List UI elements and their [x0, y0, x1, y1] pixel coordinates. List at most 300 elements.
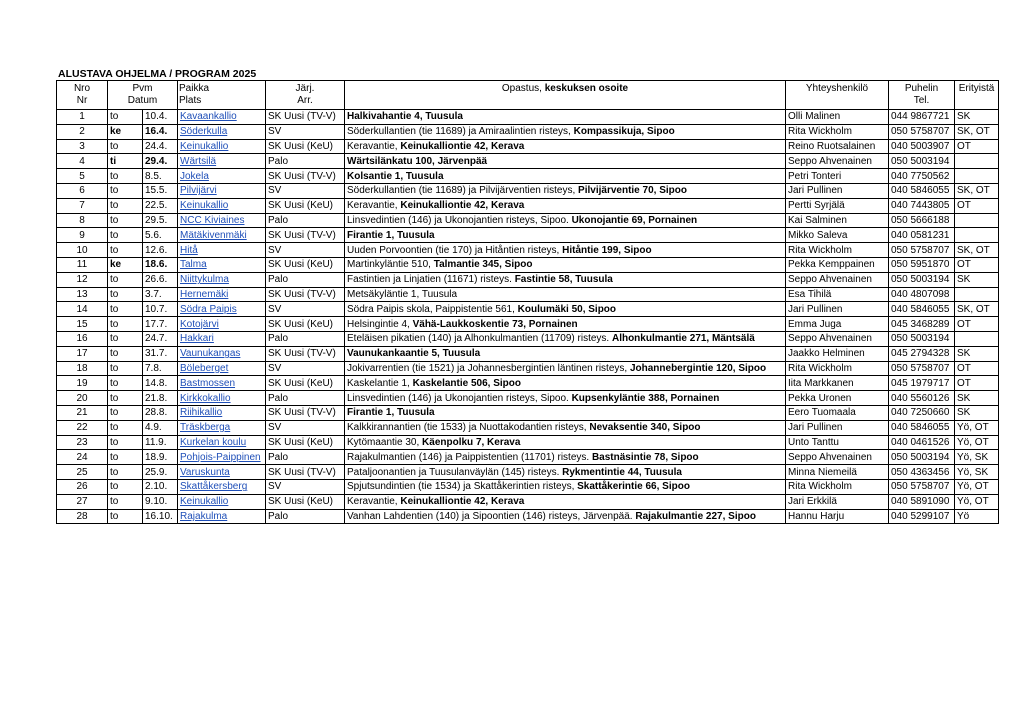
row-phone: 050 5758707 — [889, 124, 955, 139]
row-address — [345, 346, 786, 361]
row-date: 8.5. — [143, 169, 178, 184]
row-weekday: to — [108, 450, 143, 465]
table-row — [57, 420, 999, 435]
row-phone: 040 7443805 — [889, 198, 955, 213]
row-address-directions: Keravantie, — [347, 140, 401, 152]
row-special: Yö, OT — [955, 494, 999, 509]
row-contact: Rita Wickholm — [786, 479, 889, 494]
row-number: 28 — [57, 509, 108, 524]
row-phone: 040 0461526 — [889, 435, 955, 450]
col-header-paikka: Paikka Plats — [178, 81, 266, 110]
row-date: 9.10. — [143, 494, 178, 509]
row-address-directions: Linsvedintien (146) ja Ukonojantien risteys, Sipoo. — [347, 392, 572, 404]
row-address-street: Alhonkulmantie 271, Mäntsälä — [611, 333, 755, 345]
row-address — [345, 110, 786, 125]
table-row — [57, 450, 999, 465]
row-number: 26 — [57, 479, 108, 494]
row-address — [345, 183, 786, 198]
row-contact: Olli Malinen — [786, 110, 889, 125]
row-weekday: to — [108, 405, 143, 420]
row-address-directions: Keravantie, — [347, 200, 401, 212]
row-organizer: Palo — [266, 331, 345, 346]
row-address-street: Skattåkerintie 66, Sipoo — [577, 481, 690, 493]
row-phone: 050 5003194 — [889, 154, 955, 169]
row-number: 12 — [57, 272, 108, 287]
row-phone: 050 5758707 — [889, 361, 955, 376]
row-number: 3 — [57, 139, 108, 154]
row-address-street: Kolsantie 1, Tuusula — [347, 170, 444, 182]
row-address — [345, 420, 786, 435]
row-organizer: Palo — [266, 213, 345, 228]
row-organizer: Palo — [266, 450, 345, 465]
row-phone: 050 5003194 — [889, 331, 955, 346]
row-contact: Hannu Harju — [786, 509, 889, 524]
row-place-link[interactable]: Pilvijärvi — [178, 183, 266, 198]
row-weekday: to — [108, 391, 143, 406]
row-date: 2.10. — [143, 479, 178, 494]
row-number: 23 — [57, 435, 108, 450]
row-address-street: Halkivahantie 4, Tuusula — [347, 111, 463, 123]
row-date: 28.8. — [143, 405, 178, 420]
row-special: SK — [955, 110, 999, 125]
table-row — [57, 272, 999, 287]
table-row — [57, 243, 999, 258]
row-address-street: Pilvijärventie 70, Sipoo — [578, 185, 687, 197]
row-phone: 045 3468289 — [889, 317, 955, 332]
row-special: Yö, OT — [955, 479, 999, 494]
row-date: 11.9. — [143, 435, 178, 450]
row-address-directions: Kytömaantie 30, — [347, 436, 423, 448]
row-address — [345, 376, 786, 391]
row-place-link[interactable]: Träskberga — [178, 420, 266, 435]
table-row — [57, 494, 999, 509]
row-number: 10 — [57, 243, 108, 258]
row-contact: Iita Markkanen — [786, 376, 889, 391]
row-special — [955, 169, 999, 184]
row-address-directions: Vanhan Lahdentien (140) ja Sipoontien (146) risteys, Järvenpää. — [347, 510, 636, 522]
row-address-directions: Metsäkyläntie 1, Tuusula — [347, 288, 458, 300]
row-date: 26.6. — [143, 272, 178, 287]
row-date: 10.7. — [143, 302, 178, 317]
row-contact: Kai Salminen — [786, 213, 889, 228]
row-address-street: Keinukalliontie 42, Kerava — [400, 140, 525, 152]
row-address-street: Fastintie 58, Tuusula — [514, 274, 613, 286]
row-weekday: ti — [108, 154, 143, 169]
table-body — [57, 110, 999, 524]
row-address-directions: Kalkkirannantien (tie 1533) ja Nuottakodantien risteys, — [347, 422, 590, 434]
row-address — [345, 391, 786, 406]
row-contact: Seppo Ahvenainen — [786, 450, 889, 465]
row-phone: 050 5758707 — [889, 479, 955, 494]
row-phone: 040 5891090 — [889, 494, 955, 509]
row-phone: 045 1979717 — [889, 376, 955, 391]
row-address-street: Nevaksentie 340, Sipoo — [589, 422, 701, 434]
row-address — [345, 361, 786, 376]
row-phone: 040 4807098 — [889, 287, 955, 302]
row-date: 4.9. — [143, 420, 178, 435]
row-number: 4 — [57, 154, 108, 169]
row-weekday: to — [108, 243, 143, 258]
row-weekday: to — [108, 169, 143, 184]
table-row — [57, 331, 999, 346]
row-organizer: SK Uusi (TV-V) — [266, 346, 345, 361]
table-row — [57, 435, 999, 450]
col-header-yhteys: Yhteyshenkilö — [786, 81, 889, 110]
row-contact: Eero Tuomaala — [786, 405, 889, 420]
row-place-link[interactable]: Wärtsilä — [178, 154, 266, 169]
row-special: SK — [955, 272, 999, 287]
row-number: 14 — [57, 302, 108, 317]
row-organizer: Palo — [266, 509, 345, 524]
row-date: 21.8. — [143, 391, 178, 406]
table-row — [57, 391, 999, 406]
table-row — [57, 169, 999, 184]
col-header-pvm: Pvm Datum — [108, 81, 178, 110]
row-address-street: Firantie 1, Tuusula — [347, 229, 435, 241]
row-phone: 040 5560126 — [889, 391, 955, 406]
row-address-directions: Kaskelantie 1, — [347, 377, 413, 389]
row-special — [955, 287, 999, 302]
row-address-directions: Södra Paipis skola, Paippistentie 561, — [347, 303, 518, 315]
row-weekday: to — [108, 183, 143, 198]
row-weekday: to — [108, 331, 143, 346]
row-number: 11 — [57, 257, 108, 272]
row-special: Yö — [955, 509, 999, 524]
row-special: SK — [955, 405, 999, 420]
row-number: 19 — [57, 376, 108, 391]
row-address — [345, 228, 786, 243]
row-date: 29.5. — [143, 213, 178, 228]
row-phone: 040 0581231 — [889, 228, 955, 243]
row-weekday: to — [108, 420, 143, 435]
row-contact: Jari Pullinen — [786, 183, 889, 198]
row-phone: 045 2794328 — [889, 346, 955, 361]
row-number: 2 — [57, 124, 108, 139]
table-row — [57, 361, 999, 376]
row-address — [345, 450, 786, 465]
row-place-link[interactable]: Kotojärvi — [178, 317, 266, 332]
row-organizer: SV — [266, 302, 345, 317]
row-address-directions: Linsvedintien (146) ja Ukonojantien risteys, Sipoo. — [347, 214, 572, 226]
row-address-street: Vaunukankaantie 5, Tuusula — [347, 348, 481, 360]
row-number: 7 — [57, 198, 108, 213]
row-address-street: Kupsenkyläntie 388, Pornainen — [571, 392, 720, 404]
row-contact: Jari Pullinen — [786, 302, 889, 317]
row-address-street: Firantie 1, Tuusula — [347, 407, 435, 419]
row-place-link[interactable]: Bastmossen — [178, 376, 266, 391]
row-contact: Rita Wickholm — [786, 124, 889, 139]
row-address-street: Kompassikuja, Sipoo — [573, 126, 675, 138]
row-address — [345, 317, 786, 332]
row-place-link[interactable]: Keinukallio — [178, 139, 266, 154]
row-address-street: Talmantie 345, Sipoo — [433, 259, 533, 271]
row-phone: 040 5846055 — [889, 420, 955, 435]
row-phone: 050 5758707 — [889, 243, 955, 258]
row-place-link[interactable]: Keinukallio — [178, 494, 266, 509]
row-place-link[interactable]: Pohjois-Paippinen — [178, 450, 266, 465]
row-place-link[interactable]: Södra Paipis — [178, 302, 266, 317]
row-weekday: to — [108, 361, 143, 376]
row-weekday: ke — [108, 257, 143, 272]
row-special: Yö, OT — [955, 420, 999, 435]
col-header-puhelin: Puhelin Tel. — [889, 81, 955, 110]
row-weekday: to — [108, 479, 143, 494]
row-organizer: SK Uusi (KeU) — [266, 198, 345, 213]
row-phone: 040 7250660 — [889, 405, 955, 420]
row-phone: 050 5666188 — [889, 213, 955, 228]
row-address-directions: Spjutsundintien (tie 1534) ja Skattåkerintien risteys, — [347, 481, 578, 493]
row-contact: Esa Tihilä — [786, 287, 889, 302]
row-weekday: to — [108, 139, 143, 154]
row-special: Yö, SK — [955, 450, 999, 465]
row-address-street: Rykmentintie 44, Tuusula — [562, 466, 682, 478]
row-contact: Unto Tanttu — [786, 435, 889, 450]
row-address-directions: Söderkullantien (tie 11689) ja Pilvijärventien risteys, — [347, 185, 579, 197]
row-contact: Rita Wickholm — [786, 243, 889, 258]
row-address — [345, 479, 786, 494]
row-number: 22 — [57, 420, 108, 435]
row-organizer: SK Uusi (TV-V) — [266, 110, 345, 125]
row-weekday: to — [108, 509, 143, 524]
row-address-street: Rajakulmantie 227, Sipoo — [635, 510, 756, 522]
table-row — [57, 139, 999, 154]
row-address — [345, 509, 786, 524]
table-row — [57, 287, 999, 302]
row-contact: Seppo Ahvenainen — [786, 154, 889, 169]
row-number: 18 — [57, 361, 108, 376]
row-number: 6 — [57, 183, 108, 198]
row-place-link[interactable]: Kirkkokallio — [178, 391, 266, 406]
row-special: SK, OT — [955, 183, 999, 198]
row-weekday: ke — [108, 124, 143, 139]
row-address — [345, 154, 786, 169]
row-organizer: SK Uusi (TV-V) — [266, 405, 345, 420]
row-place-link[interactable]: Kavaankallio — [178, 110, 266, 125]
row-address-directions: Eteläisen pikatien (140) ja Alhonkulmantien (11709) risteys. — [347, 333, 612, 345]
row-place-link[interactable]: Skattåkersberg — [178, 479, 266, 494]
table-row — [57, 198, 999, 213]
row-weekday: to — [108, 287, 143, 302]
row-phone: 050 4363456 — [889, 465, 955, 480]
row-number: 8 — [57, 213, 108, 228]
row-organizer: SV — [266, 420, 345, 435]
row-address-directions: Uuden Porvoontien (tie 170) ja Hitåntien risteys, — [347, 244, 563, 256]
row-date: 29.4. — [143, 154, 178, 169]
row-address-directions: Jokivarrentien (tie 1521) ja Johannesbergintien läntinen risteys, — [347, 362, 630, 374]
row-special — [955, 213, 999, 228]
row-special: OT — [955, 361, 999, 376]
table-row — [57, 110, 999, 125]
row-address — [345, 139, 786, 154]
row-address — [345, 302, 786, 317]
row-place-link[interactable]: Jokela — [178, 169, 266, 184]
row-weekday: to — [108, 465, 143, 480]
row-address — [345, 257, 786, 272]
row-special: SK, OT — [955, 302, 999, 317]
row-weekday: to — [108, 494, 143, 509]
row-special: OT — [955, 376, 999, 391]
row-weekday: to — [108, 346, 143, 361]
row-address — [345, 405, 786, 420]
row-weekday: to — [108, 198, 143, 213]
row-place-link[interactable]: Talma — [178, 257, 266, 272]
row-address-street: Kaskelantie 506, Sipoo — [412, 377, 521, 389]
row-date: 22.5. — [143, 198, 178, 213]
row-address — [345, 169, 786, 184]
row-organizer: SV — [266, 243, 345, 258]
row-contact: Reino Ruotsalainen — [786, 139, 889, 154]
row-phone: 040 5846055 — [889, 183, 955, 198]
row-organizer: SK Uusi (TV-V) — [266, 287, 345, 302]
row-special: SK, OT — [955, 243, 999, 258]
row-address-street: Vähä-Laukkoskentie 73, Pornainen — [412, 318, 578, 330]
row-special: Yö, OT — [955, 435, 999, 450]
row-weekday: to — [108, 228, 143, 243]
row-number: 16 — [57, 331, 108, 346]
row-address-street: Keinukalliontie 42, Kerava — [400, 496, 525, 508]
row-date: 5.6. — [143, 228, 178, 243]
row-place-link[interactable]: Niittykulma — [178, 272, 266, 287]
table-row — [57, 509, 999, 524]
row-organizer: SV — [266, 124, 345, 139]
row-date: 3.7. — [143, 287, 178, 302]
row-special: OT — [955, 257, 999, 272]
row-contact: Pekka Kemppainen — [786, 257, 889, 272]
row-organizer: Palo — [266, 391, 345, 406]
row-weekday: to — [108, 376, 143, 391]
row-organizer: SK Uusi (KeU) — [266, 317, 345, 332]
row-organizer: SK Uusi (TV-V) — [266, 228, 345, 243]
row-number: 24 — [57, 450, 108, 465]
row-special: OT — [955, 139, 999, 154]
row-place-link[interactable]: Hernemäki — [178, 287, 266, 302]
row-phone: 044 9867721 — [889, 110, 955, 125]
row-contact: Jari Erkkilä — [786, 494, 889, 509]
row-phone: 040 7750562 — [889, 169, 955, 184]
row-place-link[interactable]: Rajakulma — [178, 509, 266, 524]
row-address-street: Wärtsilänkatu 100, Järvenpää — [347, 155, 488, 167]
row-special — [955, 154, 999, 169]
row-date: 31.7. — [143, 346, 178, 361]
row-special: OT — [955, 317, 999, 332]
table-row — [57, 302, 999, 317]
row-contact: Jari Pullinen — [786, 420, 889, 435]
row-address-directions: Helsingintie 4, — [347, 318, 413, 330]
row-special: OT — [955, 198, 999, 213]
row-organizer: SK Uusi (TV-V) — [266, 169, 345, 184]
row-contact: Pekka Uronen — [786, 391, 889, 406]
row-special — [955, 331, 999, 346]
row-date: 7.8. — [143, 361, 178, 376]
row-weekday: to — [108, 302, 143, 317]
row-date: 24.7. — [143, 331, 178, 346]
row-organizer: SK Uusi (KeU) — [266, 435, 345, 450]
table-row — [57, 183, 999, 198]
row-contact: Minna Niemeilä — [786, 465, 889, 480]
row-place-link[interactable]: Kurkelan koulu — [178, 435, 266, 450]
row-number: 25 — [57, 465, 108, 480]
row-weekday: to — [108, 435, 143, 450]
row-organizer: SV — [266, 183, 345, 198]
row-address-street: Hitåntie 199, Sipoo — [562, 244, 652, 256]
table-row — [57, 346, 999, 361]
row-number: 5 — [57, 169, 108, 184]
row-address-street: Käenpolku 7, Kerava — [422, 436, 521, 448]
row-address — [345, 124, 786, 139]
row-place-link[interactable]: Mätäkivenmäki — [178, 228, 266, 243]
row-organizer: SV — [266, 361, 345, 376]
row-address-directions: Keravantie, — [347, 496, 401, 508]
row-address-directions: Söderkullantien (tie 11689) ja Amiraalintien risteys, — [347, 126, 574, 138]
row-address — [345, 272, 786, 287]
row-contact: Emma Juga — [786, 317, 889, 332]
row-contact: Jaakko Helminen — [786, 346, 889, 361]
table-row — [57, 317, 999, 332]
row-place-link[interactable]: Vaunukangas — [178, 346, 266, 361]
row-organizer: SK Uusi (KeU) — [266, 494, 345, 509]
row-place-link[interactable]: Hitå — [178, 243, 266, 258]
row-place-link[interactable]: Riihikallio — [178, 405, 266, 420]
row-number: 1 — [57, 110, 108, 125]
row-place-link[interactable]: Hakkari — [178, 331, 266, 346]
row-place-link[interactable]: NCC Kiviaines — [178, 213, 266, 228]
row-place-link[interactable]: Keinukallio — [178, 198, 266, 213]
row-address — [345, 494, 786, 509]
row-place-link[interactable]: Böleberget — [178, 361, 266, 376]
row-date: 24.4. — [143, 139, 178, 154]
row-date: 18.6. — [143, 257, 178, 272]
row-address — [345, 198, 786, 213]
row-weekday: to — [108, 213, 143, 228]
col-header-jarj: Järj. Arr. — [266, 81, 345, 110]
row-contact: Pertti Syrjälä — [786, 198, 889, 213]
table-row — [57, 465, 999, 480]
row-date: 16.4. — [143, 124, 178, 139]
row-address — [345, 331, 786, 346]
row-number: 9 — [57, 228, 108, 243]
row-address-street: Johannebergintie 120, Sipoo — [629, 362, 767, 374]
header-row — [57, 81, 999, 110]
row-address — [345, 465, 786, 480]
row-organizer: Palo — [266, 154, 345, 169]
row-special: SK, OT — [955, 124, 999, 139]
page-title: ALUSTAVA OHJELMA / PROGRAM 2025 — [58, 68, 257, 80]
row-address-street: Ukonojantie 69, Pornainen — [571, 214, 698, 226]
row-number: 17 — [57, 346, 108, 361]
row-number: 15 — [57, 317, 108, 332]
col-header-erityista: Erityistä — [955, 81, 999, 110]
row-number: 21 — [57, 405, 108, 420]
row-contact: Rita Wickholm — [786, 361, 889, 376]
row-date: 12.6. — [143, 243, 178, 258]
row-weekday: to — [108, 317, 143, 332]
row-number: 27 — [57, 494, 108, 509]
row-date: 15.5. — [143, 183, 178, 198]
row-date: 14.8. — [143, 376, 178, 391]
row-place-link[interactable]: Varuskunta — [178, 465, 266, 480]
row-number: 13 — [57, 287, 108, 302]
row-date: 17.7. — [143, 317, 178, 332]
row-contact: Seppo Ahvenainen — [786, 331, 889, 346]
row-address-directions: Rajakulmantien (146) ja Paippistentien (11701) risteys. — [347, 451, 592, 463]
row-organizer: Palo — [266, 272, 345, 287]
row-special: SK — [955, 391, 999, 406]
row-address — [345, 435, 786, 450]
row-address-directions: Pataljoonantien ja Tuusulanväylän (145) risteys. — [347, 466, 563, 478]
table-row — [57, 154, 999, 169]
row-place-link[interactable]: Söderkulla — [178, 124, 266, 139]
col-header-opastus: Opastus, keskuksen osoite — [345, 81, 786, 110]
